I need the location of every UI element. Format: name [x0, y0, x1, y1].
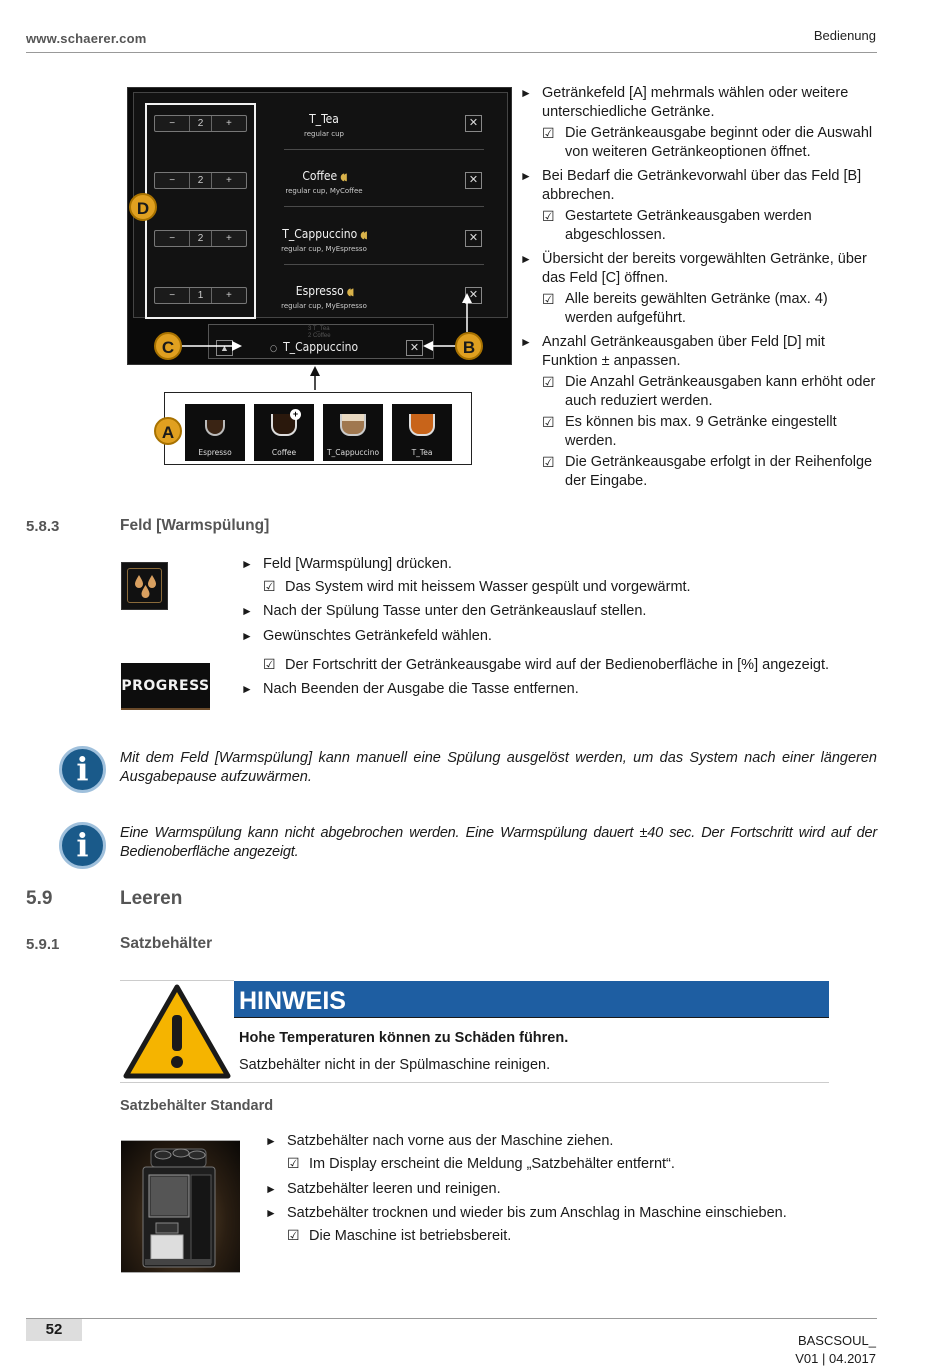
action-step: ► Übersicht der bereits vorgewählten Getränke, über das Feld [C] öffnen.: [520, 251, 867, 286]
beverage-name: T_Cappuccino ◖◖: [282, 227, 366, 241]
add-icon: +: [290, 409, 301, 420]
tile-label: Coffee: [271, 448, 297, 457]
result-step: ☑ Der Fortschritt der Getränkeausgabe wird auf der Bedienoberfläche in [%] angezeigt.: [263, 656, 830, 673]
coffee-bean-icon: ◖◖: [360, 230, 366, 241]
badge-d: D: [129, 193, 157, 221]
notice-title-rule: [234, 1017, 829, 1018]
beverage-name: Espresso ◖◖: [295, 284, 353, 298]
section-title: Feld [Warmspülung]: [120, 517, 270, 534]
notice-top-rule: [120, 980, 234, 981]
info-icon: i: [59, 822, 106, 869]
progress-indicator: PROGRESS: [121, 663, 210, 710]
beverage-tile-tea[interactable]: [392, 404, 452, 461]
page-number: 52: [26, 1319, 82, 1341]
action-step: ► Nach der Spülung Tasse unter den Getränkeauslauf stellen.: [241, 603, 647, 619]
section-title: Leeren: [120, 888, 183, 909]
section-number: 5.9: [26, 888, 53, 909]
warning-triangle-icon: [122, 983, 232, 1080]
warm-rinse-button: [121, 562, 168, 610]
action-step: ► Satzbehälter nach vorne aus der Maschine ziehen.: [265, 1133, 614, 1149]
document-id: BASCSOUL_ V01 | 04.2017: [795, 1333, 876, 1366]
beverage-selection-figure: [127, 87, 512, 469]
coffee-bean-icon: ◖◖: [346, 287, 353, 298]
cancel-button[interactable]: ✕: [465, 115, 482, 132]
quantity-value: 2: [190, 173, 212, 188]
result-step: ☑ Die Maschine ist betriebsbereit.: [287, 1227, 512, 1244]
info-note: Mit dem Feld [Warmspülung] kann manuell eine Spülung ausgelöst werden, um das System nach einer längeren Ausgabepause aufzuwärmen.: [120, 750, 877, 785]
action-step: ► Bei Bedarf die Getränkevorwahl über das Feld [B] abbrechen.: [520, 168, 862, 203]
beverage-subtitle: regular cup, MyEspresso: [281, 302, 367, 310]
plus-button[interactable]: +: [225, 233, 232, 244]
notice-title: HINWEIS: [234, 981, 829, 1018]
badge-a: A: [154, 417, 182, 445]
tile-label: T_Cappuccino: [326, 448, 380, 457]
beverage-tile-cappuccino[interactable]: [323, 404, 383, 461]
action-step: ► Anzahl Getränkeausgaben über Feld [D] mit Funktion ± anpassen.: [520, 334, 825, 369]
result-step: ☑ Es können bis max. 9 Getränke eingestellt werden.: [542, 414, 837, 449]
header-divider: [26, 52, 877, 53]
subheading: Satzbehälter Standard: [120, 1098, 274, 1114]
queue-preview: 3 T_Tea 2 Coffee: [308, 326, 331, 339]
badge-c: C: [154, 332, 182, 360]
action-step: ► Nach Beenden der Ausgabe die Tasse entfernen.: [241, 681, 579, 697]
minus-button[interactable]: −: [155, 116, 190, 131]
beverage-name: T_Tea: [309, 112, 339, 126]
subsection-number: 5.9.1: [26, 936, 60, 953]
action-step: ► Satzbehälter trocknen und wieder bis zum Anschlag in Maschine einschieben.: [265, 1205, 787, 1221]
result-step: ☑ Gestartete Getränkeausgaben werden abgeschlossen.: [542, 208, 812, 243]
beverage-tile-coffee[interactable]: [254, 404, 314, 461]
minus-button[interactable]: −: [155, 173, 190, 188]
cancel-button[interactable]: ✕: [465, 230, 482, 247]
header-url: www.schaerer.com: [26, 31, 147, 46]
plus-button[interactable]: +: [225, 118, 232, 129]
beverage-subtitle: regular cup, MyCoffee: [285, 187, 363, 195]
subsection-title: Satzbehälter: [120, 935, 213, 952]
coffee-machine-image: [121, 1140, 240, 1273]
notice-heading: Hohe Temperaturen können zu Schäden führen.: [239, 1030, 569, 1046]
minus-button[interactable]: −: [155, 288, 190, 303]
result-step: ☑ Alle bereits gewählten Getränke (max. 4) werden aufgeführt.: [542, 291, 828, 326]
cancel-button[interactable]: ✕: [465, 172, 482, 189]
current-beverage: ○ T_Cappuccino: [270, 340, 359, 354]
water-drops-icon: [127, 568, 162, 603]
tea-cup-icon: [409, 414, 435, 436]
quantity-value: 2: [190, 116, 212, 131]
beverage-subtitle: regular cup, MyEspresso: [281, 245, 367, 253]
notice-text: Satzbehälter nicht in der Spülmaschine reinigen.: [239, 1057, 551, 1073]
action-step: ► Feld [Warmspülung] drücken.: [241, 556, 452, 572]
result-step: ☑ Im Display erscheint die Meldung „Satzbehälter entfernt“.: [287, 1155, 675, 1172]
tile-label: T_Tea: [411, 448, 433, 457]
info-note: Eine Warmspülung kann nicht abgebrochen werden. Eine Warmspülung dauert ±40 sec. Der Fortschritt wird auf der Bedienoberfläche angezeigt.: [120, 825, 877, 860]
info-icon: i: [59, 746, 106, 793]
tile-label: Espresso: [198, 448, 232, 457]
notice-bottom-rule: [120, 1082, 829, 1083]
beverage-subtitle: regular cup: [304, 130, 344, 138]
overview-button[interactable]: ▲: [216, 340, 233, 356]
action-step: ► Satzbehälter leeren und reinigen.: [265, 1181, 501, 1197]
section-number: 5.8.3: [26, 518, 60, 535]
plus-button[interactable]: +: [225, 290, 232, 301]
action-step: ► Gewünschtes Getränkefeld wählen.: [241, 628, 492, 644]
footer-divider: [26, 1318, 877, 1319]
cancel-all-button[interactable]: ✕: [406, 340, 423, 356]
result-step: ☑ Das System wird mit heissem Wasser gespült und vorgewärmt.: [263, 578, 691, 595]
beverage-tile-espresso[interactable]: [185, 404, 245, 461]
plus-button[interactable]: +: [225, 175, 232, 186]
action-step: ► Getränkefeld [A] mehrmals wählen oder weitere unterschiedliche Getränke.: [520, 85, 849, 120]
cappuccino-cup-icon: [340, 414, 366, 436]
coffee-bean-icon: ◖◖: [340, 172, 346, 183]
beverage-name: Coffee ◖◖: [302, 169, 346, 183]
header-section: Bedienung: [813, 28, 876, 43]
result-step: ☑ Die Getränkeausgabe beginnt oder die Auswahl von weiteren Getränkeoptionen öffnet.: [542, 125, 873, 160]
minus-button[interactable]: −: [155, 231, 190, 246]
result-step: ☑ Die Anzahl Getränkeausgaben kann erhöht oder auch reduziert werden.: [542, 374, 876, 409]
cancel-button[interactable]: ✕: [465, 287, 482, 304]
quantity-value: 1: [190, 288, 212, 303]
result-step: ☑ Die Getränkeausgabe erfolgt in der Reihenfolge der Eingabe.: [542, 454, 873, 489]
badge-b: B: [455, 332, 483, 360]
quantity-value: 2: [190, 231, 212, 246]
espresso-cup-icon: [205, 420, 225, 436]
beverage-tiles-panel: [164, 392, 472, 465]
